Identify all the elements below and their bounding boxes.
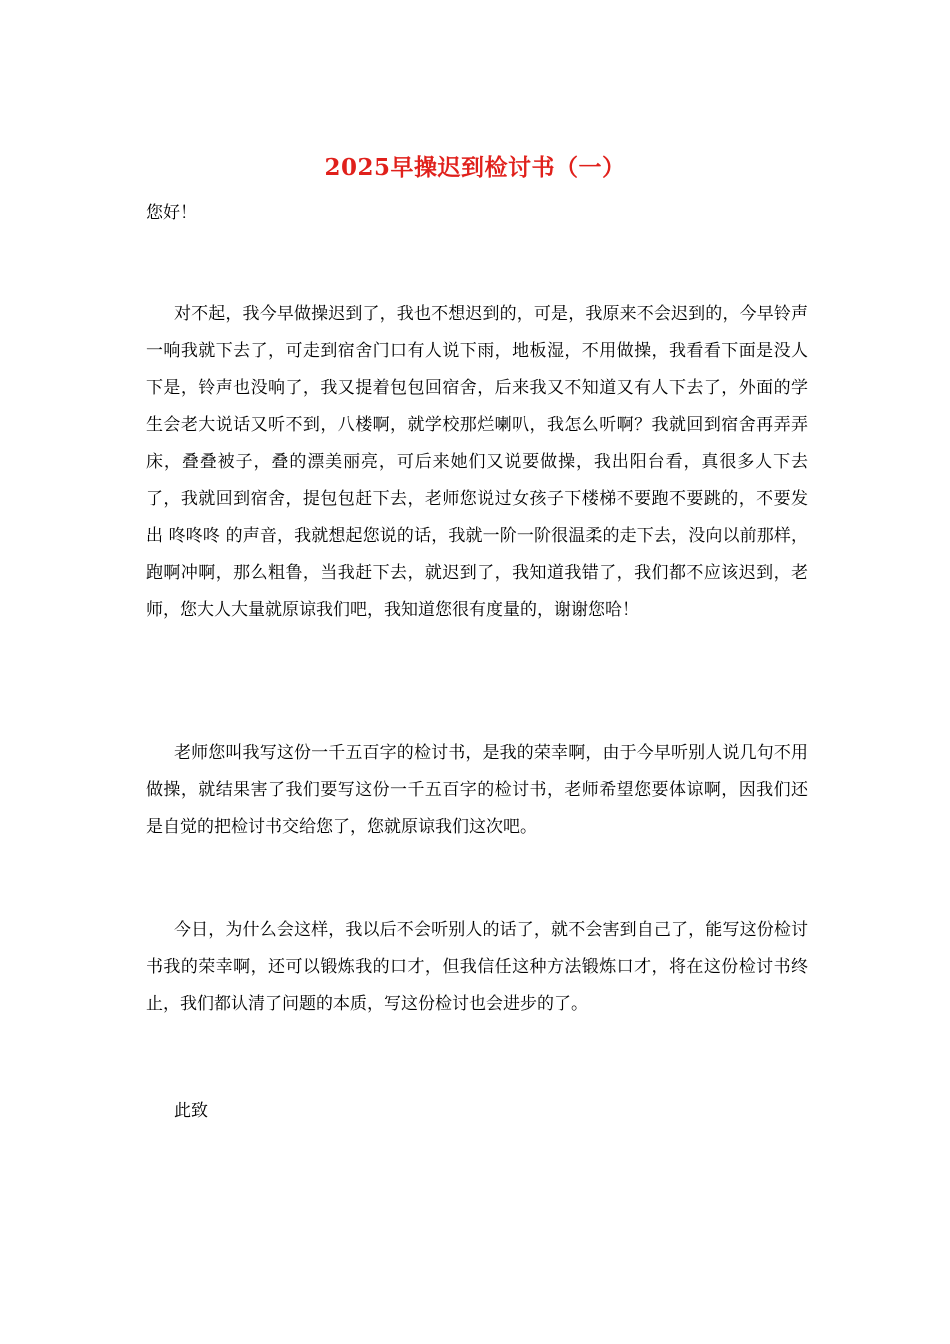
closing-salutation: 此致 xyxy=(174,1101,208,1121)
paragraph-2: 老师您叫我写这份一千五百字的检讨书，是我的荣幸啊，由于今早听别人说几句不用做操，就结果害了我们要写这份一千五百字的检讨书，老师希望您要体谅啊，因我们还是自觉的把检讨书交给您了，您就原谅我们这次吧。 xyxy=(146,743,808,837)
document-title: 2025早操迟到检讨书（一） xyxy=(324,154,626,181)
paragraph-1: 对不起，我今早做操迟到了，我也不想迟到的，可是，我原来不会迟到的，今早铃声一响我就下去了，可走到宿舍门口有人说下雨，地板湿，不用做操，我看看下面是没人下是，铃声也没响了，我又提着包包回宿舍，后来我又不知道又有人下去了，外面的学生会老大说话又听不到，八楼啊，就学校那烂喇叭，我怎么听啊？我就回到宿舍再弄弄床，叠叠被子，叠的漂美丽亮，可后来她们又说要做操，我出阳台看，真很多人下去了，我就回到宿舍，提包包赶下去，老师您说过女孩子下楼梯不要跑不要跳的，不要发出 咚咚咚 的声音，我就想起您说的话，我就一阶一阶很温柔的走下去，没向以前那样，跑啊冲啊，那么粗鲁，当我赶下去，就迟到了，我知道我错了，我们都不应该迟到，老师，您大人大量就原谅我们吧，我知道您很有度量的，谢谢您哈！ xyxy=(146,304,808,620)
greeting: 您好！ xyxy=(146,203,197,223)
paragraph-3: 今日，为什么会这样，我以后不会听别人的话了，就不会害到自己了，能写这份检讨书我的荣幸啊，还可以锻炼我的口才，但我信任这种方法锻炼口才，将在这份检讨书终止，我们都认清了问题的本质，写这份检讨也会进步的了。 xyxy=(146,920,808,1014)
